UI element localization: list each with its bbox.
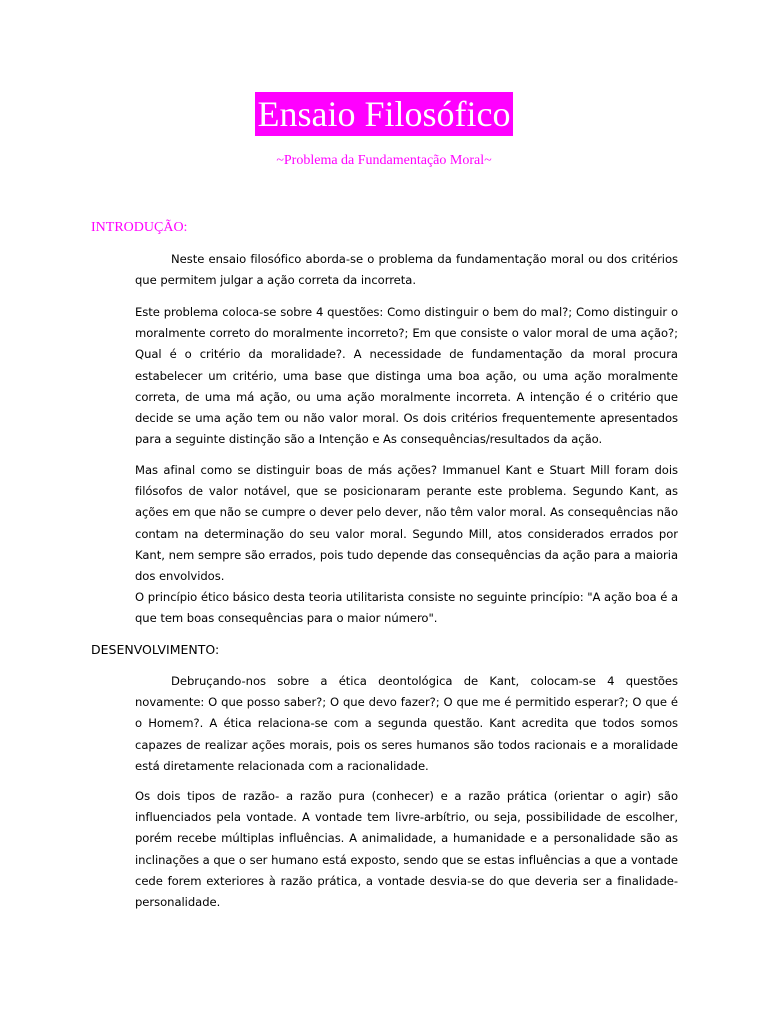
document-subtitle: ~Problema da Fundamentação Moral~: [276, 153, 492, 168]
title-container: [0, 92, 768, 136]
introduction-paragraph-3: Mas afinal como se distinguir boas de más ações? Immanuel Kant e Stuart Mill foram dois filósofos de valor notável, que se posicionaram perante este problema. Segundo Kant, as ações em que não se cumpre o dever pelo dever, não têm valor moral. As consequências não contam na determinação do seu valor moral. Segundo Mill, atos considerados errados por Kant, nem sempre são errados, pois tudo depende das consequências da ação para a maioria dos envolvidos.: [135, 463, 678, 584]
introduction-paragraph-4: O princípio ético básico desta teoria utilitarista consiste no seguinte princípio: "A ação boa é a que tem boas consequências para o maior número".: [135, 590, 678, 626]
development-paragraph-1: Debruçando-nos sobre a ética deontológica de Kant, colocam-se 4 questões novamente: O que posso saber?; O que devo fazer?; O que me é permitido esperar?; O que é o Homem?. A ética relaciona-se com a segunda questão. Kant acredita que todos somos capazes de realizar ações morais, pois os seres humanos são todos racionais e a moralidade está diretamente relacionada com a racionalidade.: [135, 674, 678, 773]
introduction-paragraph-1: Neste ensaio filosófico aborda-se o problema da fundamentação moral ou dos critérios que permitem julgar a ação correta da incorreta.: [135, 252, 678, 288]
development-heading: DESENVOLVIMENTO:: [91, 642, 220, 657]
introduction-paragraph-2: Este problema coloca-se sobre 4 questões: Como distinguir o bem do mal?; Como distinguir o moralmente correto do moralmente incorreto?; Em que consiste o valor moral de uma ação?; Qual é o critério da moralidade?. A necessidade de fundamentação da moral procura estabelecer um critério, uma base que distinga uma boa ação, ou uma ação moralmente correta, de uma má ação, ou uma ação moralmente incorreta. A intenção é o critério que decide se uma ação tem ou não valor moral. Os dois critérios frequentemente apresentados para a seguinte distinção são a Intenção e As consequências/resultados da ação.: [135, 305, 678, 447]
document-title: Ensaio Filosófico: [255, 92, 514, 136]
introduction-heading: INTRODUÇÃO:: [91, 220, 188, 235]
development-paragraph-2: Os dois tipos de razão- a razão pura (conhecer) e a razão prática (orientar o agir) são influenciados pela vontade. A vontade tem livre-arbítrio, ou seja, possibilidade de escolher, porém recebe múltiplas influências. A animalidade, a humanidade e a personalidade são as inclinações a que o ser humano está exposto, sendo que se estas influências a que a vontade cede forem exteriores à razão prática, a vontade desvia-se do que deveria ser a finalidade- personalidade.: [135, 789, 678, 910]
